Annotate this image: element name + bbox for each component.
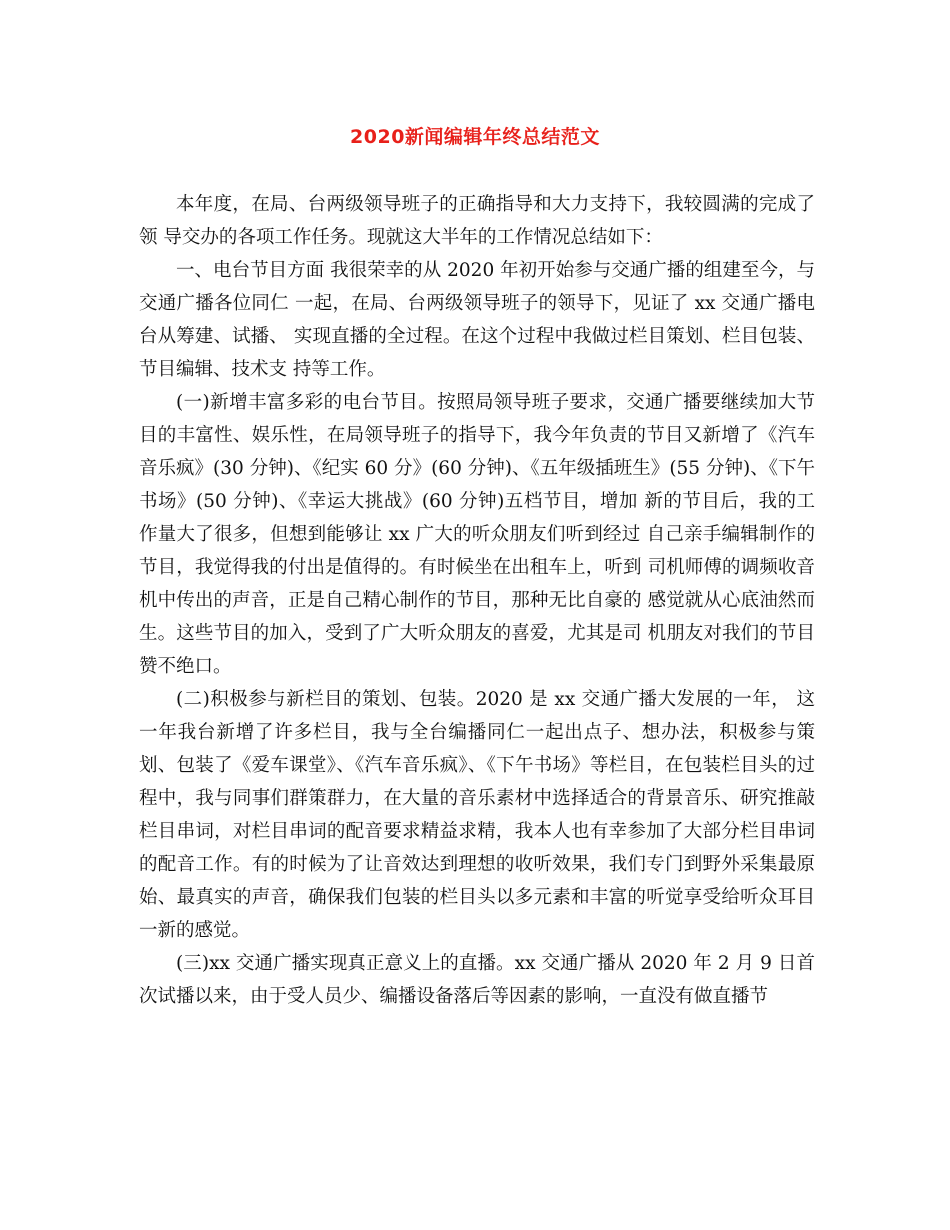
paragraph: 本年度，在局、台两级领导班子的正确指导和大力支持下，我较圆满的完成了领 导交办的各项工作任务。现就这大半年的工作情况总结如下： <box>139 194 815 248</box>
document-title: 2020新闻编辑年终总结范文 <box>350 126 600 148</box>
paragraph: (三)xx 交通广播实现真正意义上的直播。xx 交通广播从 2020 年 2 月 9 日首次试播以来，由于受人员少、编播设备落后等因素的影响，一直没有做直播节 <box>139 953 815 1007</box>
document-body <box>139 188 815 1013</box>
paragraph: (一)新增丰富多彩的电台节目。按照局领导班子要求，交通广播要继续加大节目的丰富性、娱乐性，在局领导班子的指导下，我今年负责的节目又新增了《汽车音乐疯》(30 分钟)、《纪实 60 分》(60 分钟)、《五年级插班生》(55 分钟)、《下午书场》(50 分钟)、《幸运大挑战》(60 分钟)五档节目，增加 新的节目后，我的工作量大了很多，但想到能够让 xx 广大的听众朋友们听到经过 自己亲手编辑制作的节目，我觉得我的付出是值得的。有时候坐在出租车上，听到 司机师傅的调频收音机中传出的声音，正是自己精心制作的节目，那种无比自豪的 感觉就从心底油然而生。这些节目的加入，受到了广大听众朋友的喜爱，尤其是司 机朋友对我们的节目赞不绝口。 <box>139 392 815 677</box>
paragraph: 一、电台节目方面 我很荣幸的从 2020 年初开始参与交通广播的组建至今，与交通广播各位同仁 一起，在局、台两级领导班子的领导下，见证了 xx 交通广播电台从筹建、试播、 实现直播的全过程。在这个过程中我做过栏目策划、栏目包装、节目编辑、技术支 持等工作。 <box>139 260 815 380</box>
paragraph: (二)积极参与新栏目的策划、包装。2020 是 xx 交通广播大发展的一年， 这一年我台新增了许多栏目，我与全台编播同仁一起出点子、想办法，积极参与策划、包装了《爱车课堂》、《汽车音乐疯》、《下午书场》等栏目，在包装栏目头的过程中，我与同事们群策群力，在大量的音乐素材中选择适合的背景音乐、研究推敲栏目串词，对栏目串词的配音要求精益求精，我本人也有幸参加了大部分栏目串词的配音工作。有的时候为了让音效达到理想的收听效果，我们专门到野外采集最原始、最真实的声音，确保我们包装的栏目头以多元素和丰富的听觉享受给听众耳目一新的感觉。 <box>139 689 815 941</box>
